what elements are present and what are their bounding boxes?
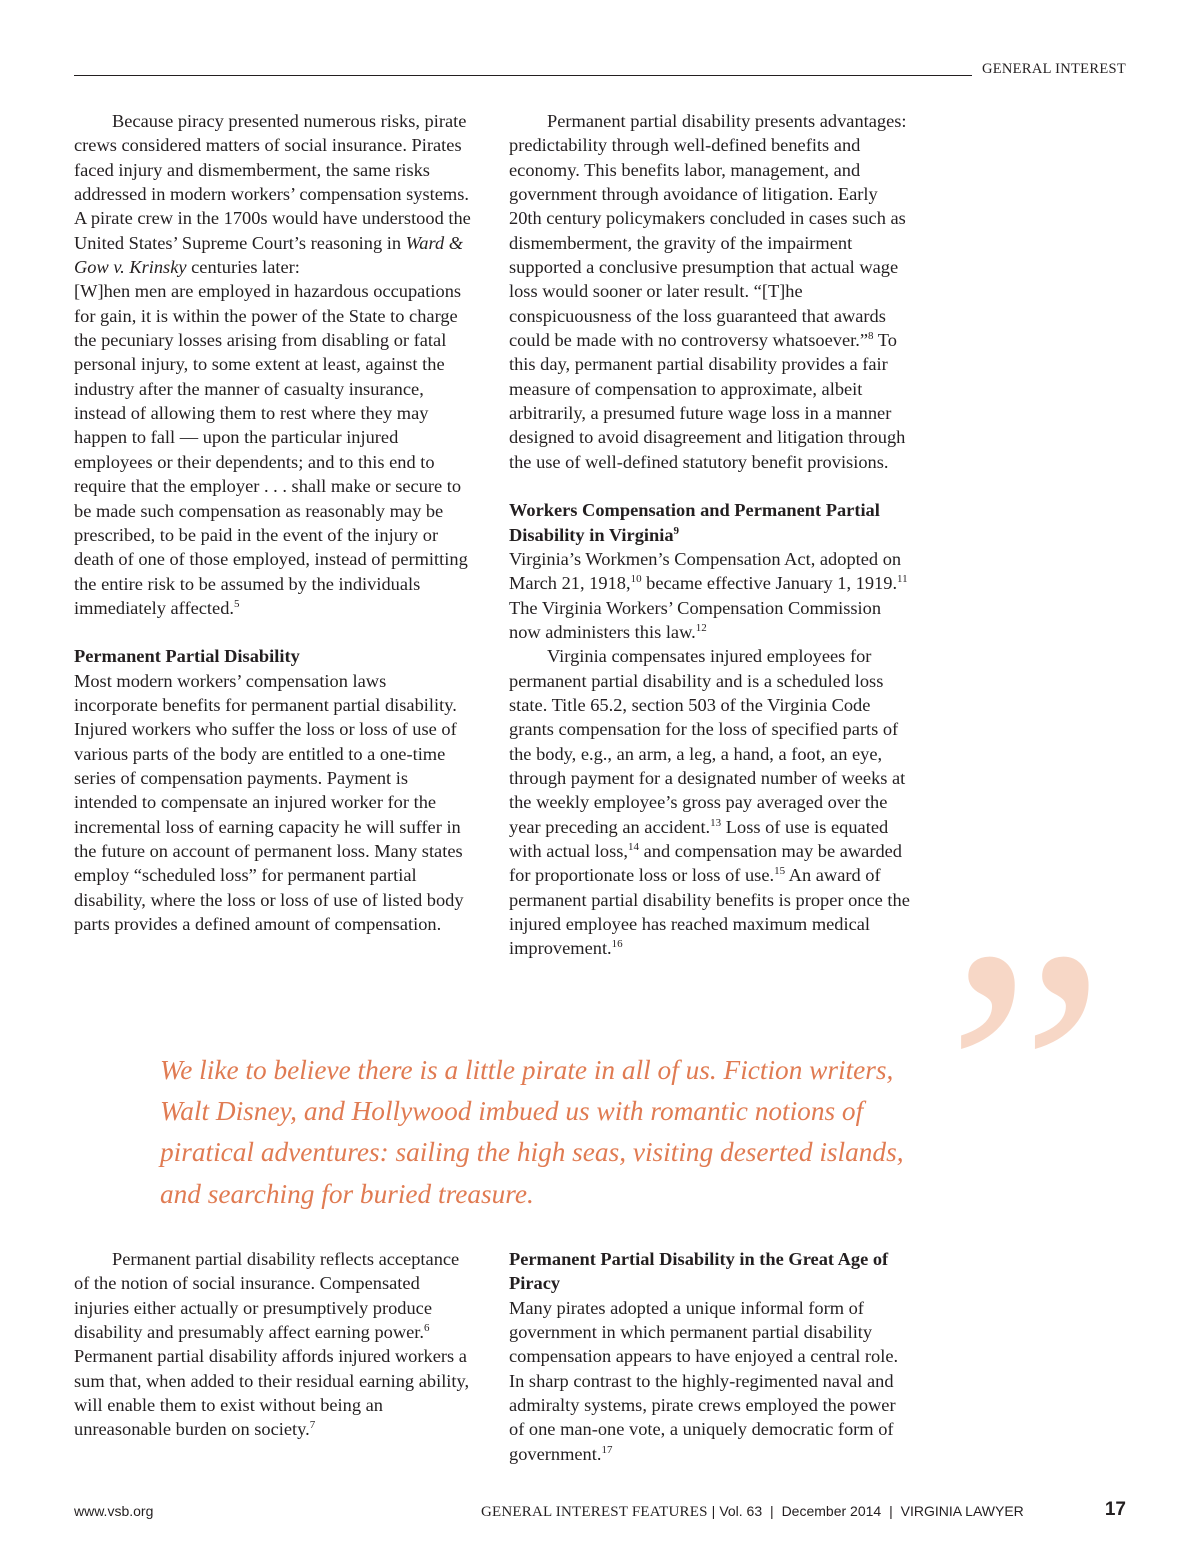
- left-column: [74, 109, 474, 936]
- block-quote: [74, 279, 474, 620]
- footnote-ref: 15: [774, 865, 786, 878]
- pull-quote: We like to believe there is a little pirate in all of us. Fiction writers, Walt Disney, and Hollywood imbued us with romantic notions of piratical adventures: sailing the high seas, visiting deserted islands, and searching for buried treasure.: [160, 1055, 904, 1209]
- footnote-ref: 6: [424, 1322, 430, 1335]
- footnote-ref: 16: [611, 938, 623, 951]
- header-rule: [74, 75, 972, 76]
- body-text: Permanent partial disability affords injured workers a sum that, when added to their residual earning ability, will enable them to exist without being an unreasonable burden on society.: [74, 1346, 470, 1440]
- intro-text: Because piracy presented numerous risks, pirate crews considered matters of social insurance. Pirates faced injury and dismemberment, the same risks addressed in modern workers’ compensation systems. A pirate crew in the 1700s would have understood the United States’ Supreme Court’s reasoning in: [74, 111, 471, 253]
- footnote-ref: 9: [673, 524, 680, 537]
- footer-url[interactable]: www.vsb.org: [74, 1503, 154, 1519]
- bottom-right-column: [509, 1247, 911, 1466]
- footer-publication: VIRGINIA LAWYER: [900, 1503, 1024, 1519]
- advantages-paragraph: [509, 109, 911, 474]
- virginia-heading-text: Workers Compensation and Permanent Partial Disability in Virginia: [509, 500, 880, 545]
- footnote-ref: 13: [710, 816, 722, 829]
- footnote-ref: 14: [628, 840, 640, 853]
- footnote-ref: 11: [897, 573, 908, 586]
- bottom-left-column: [74, 1247, 474, 1442]
- virginia-paragraph-2: [509, 644, 911, 960]
- footnote-ref: 8: [868, 330, 874, 343]
- footnote-ref: 5: [234, 597, 240, 610]
- footer-publication-info: GENERAL INTEREST FEATURES | Vol. 63 | December 2014 | VIRGINIA LAWYER: [481, 1503, 1024, 1520]
- virginia-text: Virginia’s Workmen’s Compensation Act, adopted on March 21, 1918,: [509, 548, 902, 594]
- advantages-text: Permanent partial disability presents advantages: predictability through well-defined benefits and economy. This benefits labor, management, and government through avoidance of litigation. Early 20th century policymakers concluded in cases such as dismemberment, the gravity of the impairment supported a conclusive presumption that actual wage loss would sooner or later result. “[T]he conspicuousness of the loss guaranteed that awards could be made with no controversy whatsoever.”: [509, 111, 907, 351]
- footnote-ref: 10: [630, 573, 642, 586]
- right-column: [509, 109, 911, 961]
- intro-text-end: centuries later:: [186, 257, 300, 278]
- footnote-ref: 12: [695, 621, 707, 634]
- virginia-text: Virginia compensates injured employees for permanent partial disability and is a scheduled loss state. Title 65.2, section 503 of the Virginia Code grants compensation for the loss of specified parts of the body, e.g., an arm, a leg, a hand, a foot, an eye, through payment for a designated number of weeks at the weekly employee’s gross pay averaged over the year preceding an accident.: [509, 646, 906, 837]
- virginia-text: Loss of use is equated with actual loss,: [509, 816, 889, 861]
- virginia-heading: [509, 498, 911, 547]
- intro-paragraph: [74, 109, 474, 279]
- body-text: Many pirates adopted a unique informal form of government in which permanent partial disability compensation appears to have enjoyed a central role. In sharp contrast to the highly-regimented naval and admiralty systems, pirate crews employed the power of one man-one vote, a uniquely democratic form of government.: [509, 1297, 899, 1464]
- footer-section: GENERAL INTEREST FEATURES: [481, 1504, 708, 1520]
- virginia-text: and compensation may be awarded for proportionate loss or loss of use.: [509, 840, 903, 886]
- footer-date: December 2014: [781, 1503, 882, 1519]
- ppd-body: Most modern workers’ compensation laws incorporate benefits for permanent partial disability. Injured workers who suffer the loss or loss of use of various parts of the body are entitled to a one-time series of compensation payments. Payment is intended to compensate an injured worker for the incremental loss of earning capacity he will suffer in the future on account of permanent loss. Many states employ “scheduled loss” for permanent partial disability, where the loss or loss of use of listed body parts provides a defined amount of compensation.: [74, 670, 464, 934]
- virginia-text: An award of permanent partial disability benefits is proper once the injured employee has reached maximum medical improvement.: [509, 865, 910, 959]
- piracy-heading: Permanent Partial Disability in the Great Age of Piracy: [509, 1249, 889, 1294]
- footer-volume: Vol. 63: [719, 1503, 763, 1519]
- piracy-paragraph: [509, 1296, 911, 1466]
- ppd-heading: Permanent Partial Disability: [74, 646, 300, 667]
- virginia-text: The Virginia Workers’ Compensation Commission now administers this law.: [509, 597, 882, 642]
- page-number: 17: [1104, 1499, 1126, 1520]
- footnote-ref: 7: [309, 1419, 316, 1432]
- quotation-mark-icon: ”: [946, 875, 1106, 1274]
- block-quote-text: [W]hen men are employed in hazardous occupations for gain, it is within the power of the State to charge the pecuniary losses arising from disabling or fatal personal injury, to some extent at least, against the industry after the manner of casualty insurance, instead of allowing them to rest where they may happen to fall — upon the particular injured employees or their dependents; and to this end to require that the employer . . . shall make or secure to be made such compensation as reasonably may be prescribed, to be paid in the event of the injury or death of one of those employed, instead of permitting the entire risk to be assumed by the individuals immediately affected.: [74, 281, 468, 618]
- case-name: Ward & Gow v. Krinsky: [74, 232, 464, 278]
- social-insurance-paragraph: [74, 1247, 474, 1442]
- body-text: Permanent partial disability reflects acceptance of the notion of social insurance. Compensated injuries either actually or presumptively produce disability and presumably affect earning power.: [74, 1249, 460, 1343]
- section-header-label: GENERAL INTEREST: [981, 61, 1126, 77]
- footnote-ref: 17: [601, 1443, 613, 1456]
- virginia-paragraph-1: [509, 547, 911, 644]
- advantages-text-end: To this day, permanent partial disability provides a fair measure of compensation to approximate, albeit arbitrarily, a presumed future wage loss in a manner designed to avoid disagreement and litigation through the use of well-defined statutory benefit provisions.: [509, 330, 906, 472]
- virginia-text: became effective January 1, 1919.: [641, 573, 898, 594]
